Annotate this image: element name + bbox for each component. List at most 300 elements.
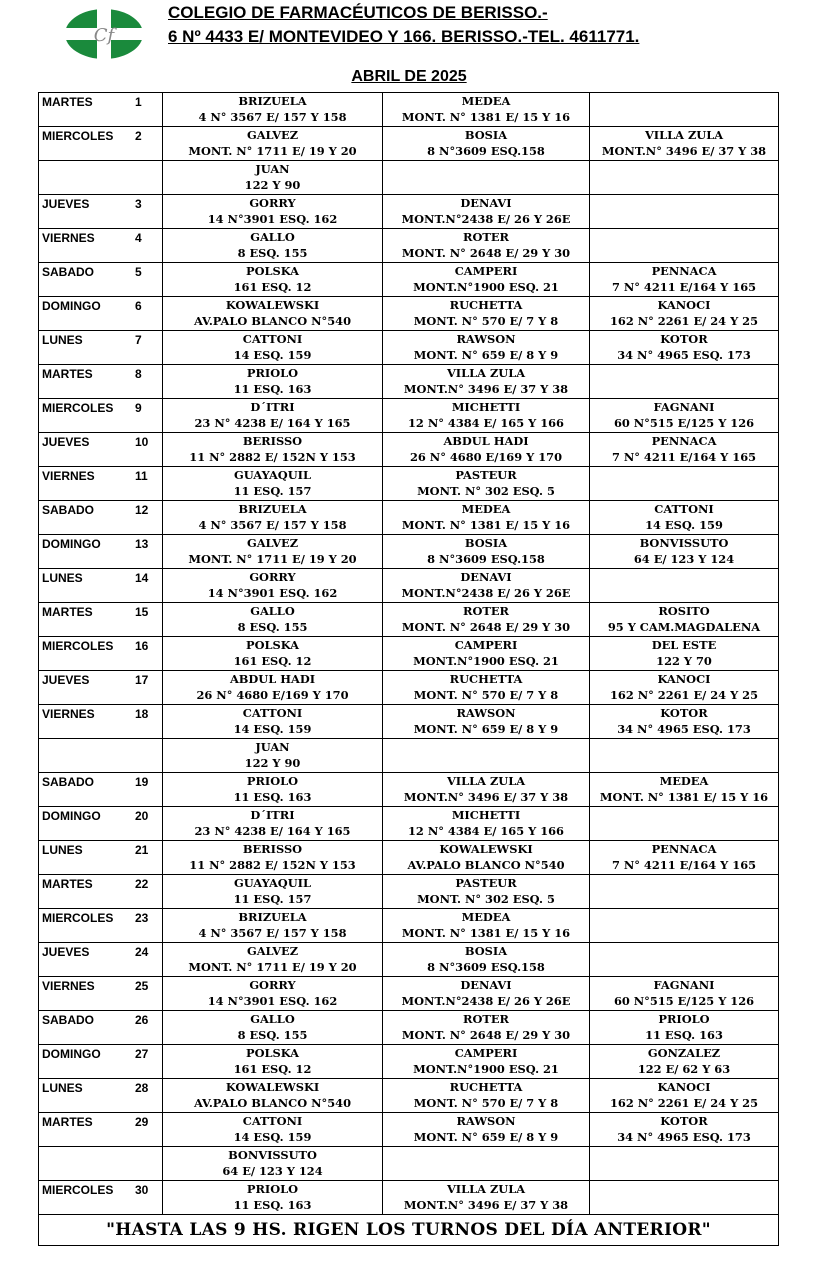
pharmacy-address: 14 N°3901 ESQ. 162 [207,586,338,600]
pharmacy-name: KOTOR [660,332,708,346]
pharmacy-name: FAGNANI [653,978,715,992]
day-cell [39,1011,163,1045]
schedule-row [39,943,779,977]
pharmacy-cell [590,93,779,127]
pharmacy-address: 8 N°3609 ESQ.158 [427,552,545,566]
pharmacy-address [590,891,778,907]
pharmacy-cell [383,263,590,297]
day-cell [39,467,163,501]
pharmacy-cell [383,1181,590,1215]
pharmacy-cell [590,1113,779,1147]
pharmacy-cell [383,127,590,161]
pharmacy-address [590,211,778,227]
day-number: 4 [135,231,142,245]
schedule-row [39,875,779,909]
day-name: SABADO [42,1013,95,1027]
pharmacy-cell [590,943,779,977]
schedule-row [39,1113,779,1147]
day-cell [39,161,163,195]
schedule-row [39,909,779,943]
schedule-row [39,399,779,433]
schedule-row [39,331,779,365]
day-number: 12 [135,503,149,517]
day-number: 10 [135,435,149,449]
pharmacy-address: 14 ESQ. 159 [645,518,723,532]
pharmacy-address: 64 E/ 123 Y 124 [222,1164,323,1178]
day-name: MIERCOLES [42,401,114,415]
pharmacy-address: MONT.N°1900 ESQ. 21 [413,1062,559,1076]
day-name: MARTES [42,95,93,109]
day-name: LUNES [42,333,83,347]
day-name: SABADO [42,265,95,279]
schedule-row [39,1045,779,1079]
day-number: 1 [135,95,142,109]
day-name: JUEVES [42,197,90,211]
pharmacy-address: MONT. N° 2648 E/ 29 Y 30 [401,246,571,260]
day-name: LUNES [42,1081,83,1095]
pharmacy-name [590,739,778,755]
day-name: SABADO [42,775,95,789]
pharmacy-name [383,739,589,755]
day-name: DOMINGO [42,1047,101,1061]
pharmacy-cell [590,875,779,909]
pharmacy-cell [383,93,590,127]
pharmacy-address: 11 ESQ. 163 [233,1198,312,1212]
pharmacy-name: BRIZUELA [238,910,307,924]
pharmacy-name: PRIOLO [658,1012,710,1026]
pharmacy-name: CAMPERI [454,638,518,652]
day-number: 28 [135,1081,149,1095]
day-number: 6 [135,299,142,313]
day-name: DOMINGO [42,809,101,823]
pharmacy-cell [590,399,779,433]
day-cell [39,909,163,943]
schedule-row [39,297,779,331]
pharmacy-name: PENNACA [651,264,717,278]
pharmacy-address: MONT. N° 570 E/ 7 Y 8 [413,314,559,328]
pharmacy-name: PRIOLO [246,774,299,788]
day-number: 7 [135,333,142,347]
pharmacy-cell [163,467,383,501]
day-number: 11 [135,469,148,483]
pharmacy-name: BOSIA [464,944,508,958]
pharmacy-address: 34 N° 4965 ESQ. 173 [617,1130,751,1144]
pharmacy-cell [163,297,383,331]
pharmacy-cell [383,161,590,195]
pharmacy-cell [383,569,590,603]
schedule-row [39,637,779,671]
day-name: MIERCOLES [42,911,114,925]
pharmacy-name: GALVEZ [246,128,299,142]
pharmacy-name: BOSIA [464,128,508,142]
pharmacy-address [590,1163,778,1179]
pharmacy-name: RAWSON [456,332,516,346]
schedule-row [39,195,779,229]
pharmacy-name: JUAN [255,162,290,176]
pharmacy-address [590,109,778,125]
pharmacy-schedule-table [38,92,779,1246]
day-number: 25 [135,979,149,993]
pharmacy-name: RAWSON [456,1114,516,1128]
pharmacy-name [590,875,778,891]
pharmacy-cell [383,807,590,841]
pharmacy-address: 34 N° 4965 ESQ. 173 [617,722,751,736]
pharmacy-address: 122 Y 90 [244,756,301,770]
pharmacy-name: VILLA ZULA [644,128,724,142]
pharmacy-address: MONT.N° 3496 E/ 37 Y 38 [403,382,569,396]
day-cell [39,535,163,569]
pharmacy-name: POLSKA [246,264,299,278]
month-title: ABRIL DE 2025 [351,68,467,85]
day-name: VIERNES [42,231,95,245]
pharmacy-address: 4 N° 3567 E/ 157 Y 158 [198,926,347,940]
pharmacy-address: 95 Y CAM.MAGDALENA [607,620,761,634]
pharmacy-cell [590,739,779,773]
day-name: VIERNES [42,469,95,483]
pharmacy-name: KOWALEWSKI [439,842,533,856]
schedule-row [39,841,779,875]
day-cell [39,263,163,297]
pharmacy-cross-logo-icon [64,8,144,60]
pharmacy-name: DEL ESTE [651,638,717,652]
pharmacy-address: 11 N° 2882 E/ 152N Y 153 [189,858,356,872]
day-cell [39,1147,163,1181]
pharmacy-name: ROSITO [658,604,710,618]
pharmacy-cell [590,195,779,229]
pharmacy-address: 162 N° 2261 E/ 24 Y 25 [609,688,759,702]
pharmacy-cell [383,331,590,365]
day-cell [39,875,163,909]
day-name: JUEVES [42,435,90,449]
day-cell [39,93,163,127]
pharmacy-address: 8 ESQ. 155 [237,1028,308,1042]
pharmacy-cell [590,535,779,569]
pharmacy-address: MONT.N°2438 E/ 26 Y 26E [401,994,571,1008]
pharmacy-name: ROTER [462,604,509,618]
pharmacy-address [590,245,778,261]
pharmacy-name [590,909,778,925]
schedule-row [39,603,779,637]
pharmacy-address: 8 N°3609 ESQ.158 [427,144,545,158]
pharmacy-address: MONT. N° 570 E/ 7 Y 8 [413,688,559,702]
pharmacy-name: RUCHETTA [449,1080,523,1094]
pharmacy-cell [383,705,590,739]
pharmacy-cell [383,1147,590,1181]
pharmacy-cell [590,1079,779,1113]
pharmacy-cell [163,977,383,1011]
pharmacy-cell [163,229,383,263]
pharmacy-address: MONT. N° 1381 E/ 15 Y 16 [401,518,571,532]
pharmacy-name: DENAVI [460,196,512,210]
day-name: DOMINGO [42,299,101,313]
pharmacy-cell [383,603,590,637]
pharmacy-address: 161 ESQ. 12 [233,1062,312,1076]
pharmacy-cell [383,501,590,535]
day-number: 30 [135,1183,149,1197]
pharmacy-address: 122 Y 70 [656,654,712,668]
pharmacy-name: ABDUL HADI [443,434,529,448]
pharmacy-address: MONT. N° 1711 E/ 19 Y 20 [188,552,357,566]
pharmacy-address [590,585,778,601]
pharmacy-cell [590,977,779,1011]
day-name: MIERCOLES [42,639,114,653]
pharmacy-cell [383,1079,590,1113]
pharmacy-address: 7 N° 4211 E/164 Y 165 [611,450,757,464]
pharmacy-address: 14 ESQ. 159 [233,722,312,736]
pharmacy-address: MONT. N° 1381 E/ 15 Y 16 [401,110,571,124]
pharmacy-name [590,161,778,177]
day-cell [39,739,163,773]
pharmacy-cell [163,399,383,433]
pharmacy-cell [383,433,590,467]
day-cell [39,433,163,467]
day-number: 16 [135,639,149,653]
pharmacy-address: AV.PALO BLANCO N°540 [193,1096,351,1110]
day-number: 21 [135,843,149,857]
day-number: 5 [135,265,142,279]
pharmacy-cell [590,671,779,705]
pharmacy-address: MONT. N° 302 ESQ. 5 [417,484,555,498]
pharmacy-cell [590,569,779,603]
pharmacy-cell [590,637,779,671]
pharmacy-address: MONT. N° 659 E/ 8 Y 9 [413,348,559,362]
pharmacy-name: PASTEUR [455,468,517,482]
pharmacy-name [590,1147,778,1163]
pharmacy-address: 26 N° 4680 E/169 Y 170 [196,688,349,702]
pharmacy-name: MEDEA [659,774,709,788]
pharmacy-address: 11 ESQ. 157 [233,484,312,498]
pharmacy-name: BERISSO [242,434,303,448]
schedule-row [39,569,779,603]
pharmacy-name: CAMPERI [454,264,518,278]
schedule-row [39,671,779,705]
pharmacy-cell [163,739,383,773]
pharmacy-address: 14 ESQ. 159 [233,348,312,362]
pharmacy-name: MICHETTI [451,808,521,822]
schedule-row [39,773,779,807]
day-name: VIERNES [42,707,95,721]
pharmacy-cell [383,229,590,263]
pharmacy-cell [590,331,779,365]
pharmacy-name [383,161,589,177]
pharmacy-cell [590,909,779,943]
pharmacy-cell [590,807,779,841]
schedule-row [39,229,779,263]
pharmacy-address: MONT. N° 1711 E/ 19 Y 20 [188,960,357,974]
pharmacy-address: 162 N° 2261 E/ 24 Y 25 [609,314,759,328]
pharmacy-name: CATTONI [654,502,714,516]
pharmacy-address: MONT.N°2438 E/ 26 Y 26E [401,212,571,226]
pharmacy-address [590,177,778,193]
pharmacy-address: 122 E/ 62 Y 63 [637,1062,731,1076]
pharmacy-address: 23 N° 4238 E/ 164 Y 165 [194,416,351,430]
pharmacy-cell [383,909,590,943]
schedule-body [39,93,779,1215]
pharmacy-address: 14 N°3901 ESQ. 162 [207,212,338,226]
footer-note: "HASTA LAS 9 HS. RIGEN LOS TURNOS DEL DÍA ANTERIOR" [39,1215,779,1246]
pharmacy-name: KOWALEWSKI [225,1080,320,1094]
pharmacy-name: GUAYAQUIL [233,468,311,482]
day-number: 24 [135,945,149,959]
pharmacy-cell [383,773,590,807]
pharmacy-cell [163,773,383,807]
day-number: 2 [135,129,142,143]
day-name: LUNES [42,571,83,585]
pharmacy-name: MEDEA [461,910,511,924]
pharmacy-cell [163,603,383,637]
pharmacy-address: 23 N° 4238 E/ 164 Y 165 [194,824,351,838]
day-number: 14 [135,571,149,585]
pharmacy-name: BRIZUELA [238,502,307,516]
pharmacy-cell [383,637,590,671]
day-number: 23 [135,911,149,925]
pharmacy-cell [163,875,383,909]
pharmacy-address: MONT. N° 2648 E/ 29 Y 30 [401,620,571,634]
pharmacy-address: AV.PALO BLANCO N°540 [193,314,351,328]
day-name: VIERNES [42,979,95,993]
pharmacy-cell [590,161,779,195]
pharmacy-cell [163,127,383,161]
pharmacy-name: BONVISSUTO [639,536,729,550]
pharmacy-cell [163,1011,383,1045]
svg-text:Cf: Cf [93,25,115,46]
pharmacy-name: D´ITRI [250,400,295,414]
pharmacy-cell [590,1181,779,1215]
pharmacy-name: ABDUL HADI [229,672,316,686]
pharmacy-address: 161 ESQ. 12 [233,280,312,294]
pharmacy-cell [163,1113,383,1147]
pharmacy-cell [590,127,779,161]
pharmacy-cell [383,875,590,909]
schedule-row [39,807,779,841]
pharmacy-address: MONT.N°1900 ESQ. 21 [413,654,559,668]
pharmacy-address: 8 ESQ. 155 [237,620,308,634]
pharmacy-cell [163,501,383,535]
day-name: MARTES [42,367,93,381]
day-number: 18 [135,707,149,721]
schedule-row [39,433,779,467]
pharmacy-cell [163,807,383,841]
pharmacy-name: CAMPERI [454,1046,518,1060]
pharmacy-cell [590,365,779,399]
pharmacy-name: GORRY [249,196,296,210]
pharmacy-cell [163,637,383,671]
pharmacy-cell [163,535,383,569]
pharmacy-cell [590,433,779,467]
pharmacy-address [590,959,778,975]
pharmacy-cell [383,1113,590,1147]
pharmacy-name [590,93,778,109]
day-cell [39,671,163,705]
pharmacy-name: PRIOLO [246,366,299,380]
day-number: 29 [135,1115,149,1129]
pharmacy-cell [383,671,590,705]
pharmacy-cell [163,1147,383,1181]
pharmacy-address [383,755,589,771]
pharmacy-cell [383,195,590,229]
pharmacy-address [590,925,778,941]
pharmacy-name: RUCHETTA [449,672,523,686]
pharmacy-cell [163,943,383,977]
schedule-row [39,161,779,195]
pharmacy-cell [383,535,590,569]
day-name: DOMINGO [42,537,101,551]
schedule-row [39,1181,779,1215]
pharmacy-name [590,365,778,381]
schedule-row [39,1011,779,1045]
day-name: SABADO [42,503,95,517]
pharmacy-name: KOWALEWSKI [225,298,320,312]
pharmacy-address: 14 ESQ. 159 [233,1130,312,1144]
pharmacy-address [383,1163,589,1179]
pharmacy-name: BONVISSUTO [228,1148,317,1162]
pharmacy-cell [163,841,383,875]
pharmacy-cell [383,739,590,773]
pharmacy-address: 11 ESQ. 163 [645,1028,723,1042]
pharmacy-cell [383,1045,590,1079]
pharmacy-name: VILLA ZULA [446,774,526,788]
pharmacy-cell [590,773,779,807]
day-cell [39,637,163,671]
day-cell [39,1079,163,1113]
pharmacy-name: POLSKA [246,1046,299,1060]
day-name: LUNES [42,843,83,857]
pharmacy-address: MONT. N° 1381 E/ 15 Y 16 [599,790,769,804]
day-number: 13 [135,537,149,551]
pharmacy-address: 26 N° 4680 E/169 Y 170 [409,450,563,464]
pharmacy-cell [383,399,590,433]
pharmacy-name: PASTEUR [455,876,517,890]
pharmacy-name: KANOCI [657,672,711,686]
pharmacy-cell [590,841,779,875]
day-cell [39,1045,163,1079]
pharmacy-address: 7 N° 4211 E/164 Y 165 [611,858,757,872]
pharmacy-name: GALVEZ [246,536,299,550]
pharmacy-name: PENNACA [651,842,717,856]
pharmacy-cell [590,297,779,331]
pharmacy-name: KANOCI [657,1080,711,1094]
day-number: 8 [135,367,142,381]
schedule-row [39,535,779,569]
day-name: MIERCOLES [42,129,114,143]
pharmacy-address: 14 N°3901 ESQ. 162 [207,994,338,1008]
pharmacy-address: 162 N° 2261 E/ 24 Y 25 [609,1096,759,1110]
schedule-row [39,739,779,773]
pharmacy-name: MEDEA [461,94,511,108]
day-cell [39,569,163,603]
pharmacy-name [590,569,778,585]
pharmacy-address: 64 E/ 123 Y 124 [633,552,735,566]
pharmacy-cell [163,705,383,739]
pharmacy-address: 122 Y 90 [244,178,301,192]
pharmacy-cell [383,943,590,977]
pharmacy-name [590,467,778,483]
pharmacy-cell [383,977,590,1011]
pharmacy-address: 161 ESQ. 12 [233,654,312,668]
day-cell [39,365,163,399]
pharmacy-name: GALLO [250,230,295,244]
pharmacy-cell [590,501,779,535]
day-cell [39,331,163,365]
pharmacy-name [590,229,778,245]
day-cell [39,705,163,739]
pharmacy-address: AV.PALO BLANCO N°540 [407,858,565,872]
pharmacy-address: MONT. N° 659 E/ 8 Y 9 [413,1130,559,1144]
pharmacy-name: DENAVI [460,570,512,584]
pharmacy-address: MONT. N° 570 E/ 7 Y 8 [413,1096,559,1110]
pharmacy-name: GUAYAQUIL [233,876,311,890]
day-name: MARTES [42,605,93,619]
